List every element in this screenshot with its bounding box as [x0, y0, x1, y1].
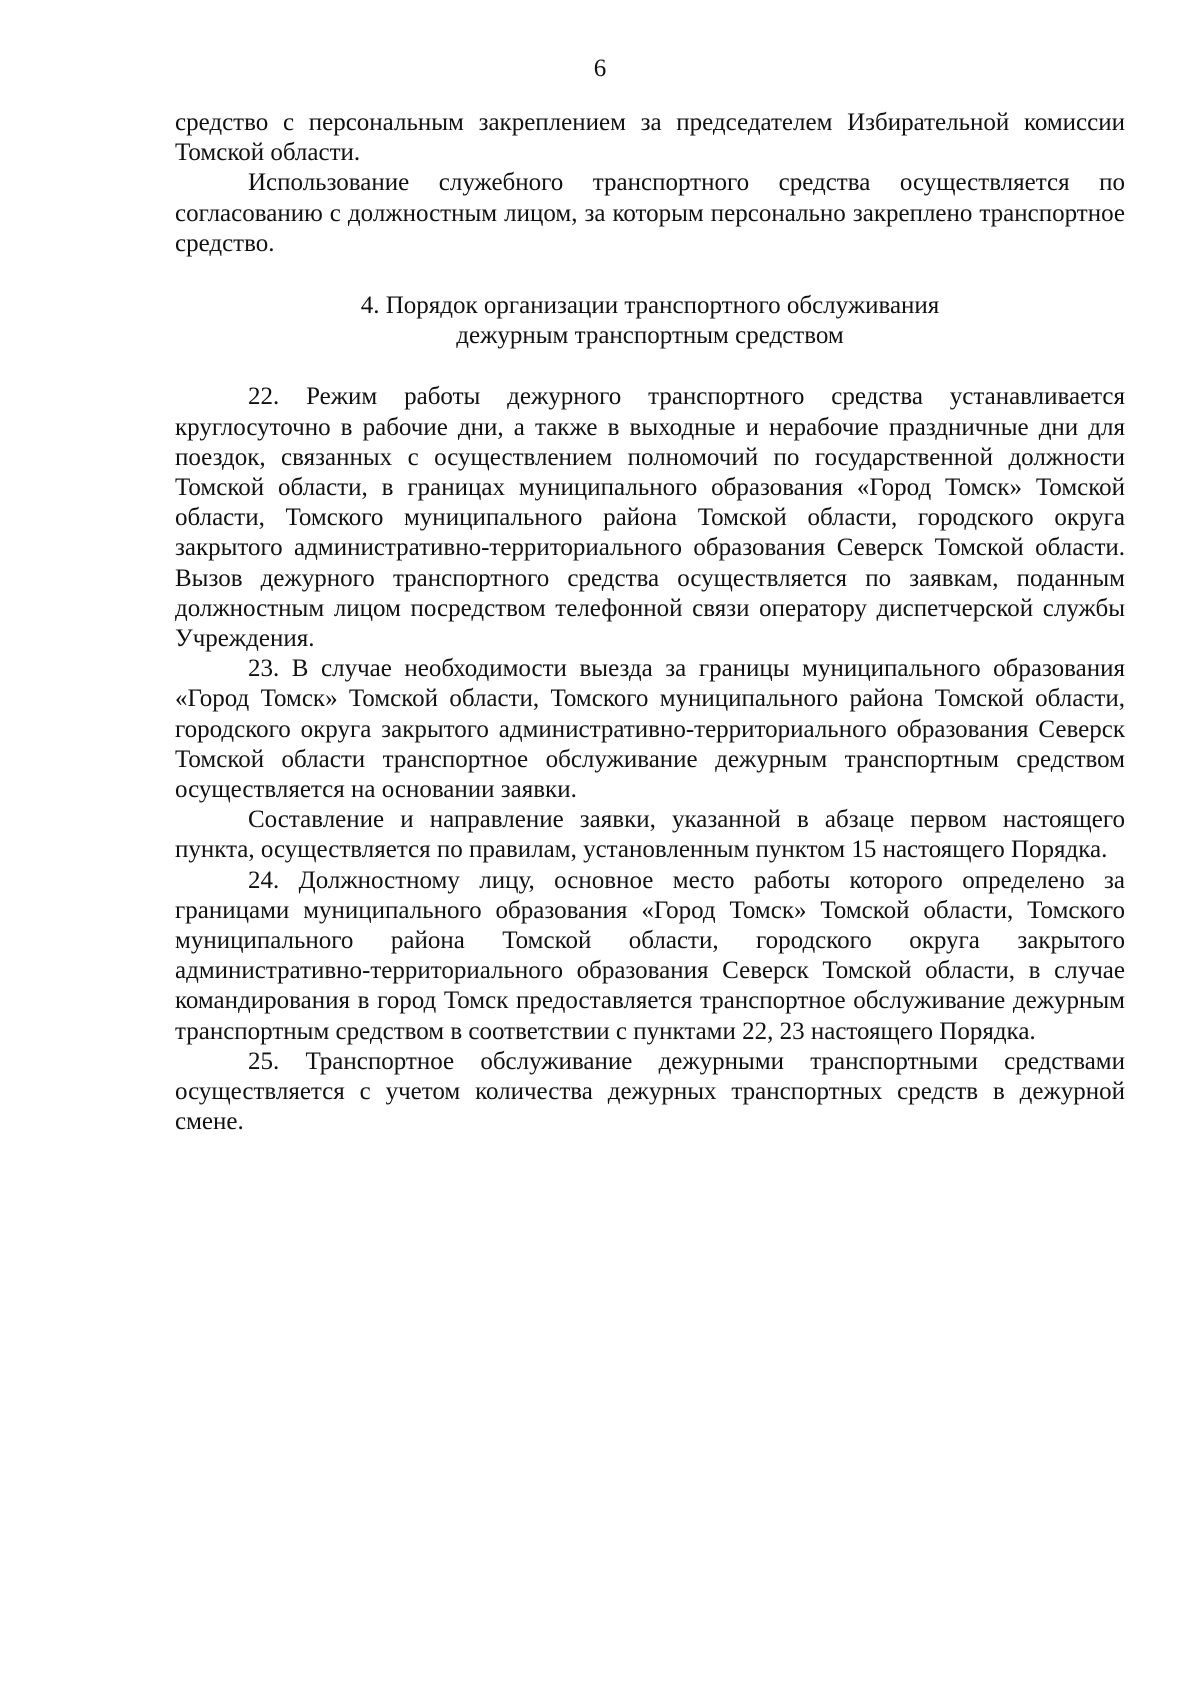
paragraph-vehicle-usage: Использование служебного транспортного средства осуществляется по согласованию с должностным лицом, за которым персонально закреплено транспортное средство. — [175, 169, 1125, 257]
page-number: 6 — [593, 55, 607, 82]
document-body — [175, 108, 1125, 1138]
paragraph-continuation: средство с персональным закреплением за председателем Избирательной комиссии Томской области. — [175, 109, 1125, 167]
paragraph-23: 23. В случае необходимости выезда за границы муниципального образования «Город Томск» Томской области, Томского муниципального района Томской области, городского округа закрытого административно-территориального образования Северск Томской области транспортное обслуживание дежурным транспортным средством осуществляется на основании заявки. — [175, 655, 1125, 804]
paragraph-23-application: Составление и направление заявки, указанной в абзаце первом настоящего пункта, осуществляется по правилам, установленным пунктом 15 настоящего Порядка. — [175, 806, 1125, 864]
paragraph-25: 25. Транспортное обслуживание дежурными транспортными средствами осуществляется с учетом количества дежурных транспортных средств в дежурной смене. — [175, 1047, 1125, 1136]
section-heading — [175, 259, 1125, 382]
section-heading-line-2: дежурным транспортным средством — [456, 322, 844, 350]
paragraph-24: 24. Должностному лицу, основное место работы которого определено за границами муниципального образования «Город Томск» Томской области, Томского муниципального района Томской области, городского округа закрытого административно-территориального образования Северск Томской области, в случае командирования в город Томск предоставляется транспортное обслуживание дежурным транспортным средством в соответствии с пунктами 22, 23 настоящего Порядка. — [175, 866, 1125, 1045]
section-heading-line-1: 4. Порядок организации транспортного обслуживания — [360, 292, 940, 320]
paragraph-22: 22. Режим работы дежурного транспортного средства устанавливается круглосуточно в рабочие дни, а также в выходные и нерабочие праздничные дни для поездок, связанных с осуществлением полномочий по государственной должности Томской области, в границах муниципального образования «Город Томск» Томской области, Томского муниципального района Томской области, городского округа закрытого административно-территориального образования Северск Томской области. Вызов дежурного транспортного средства осуществляется по заявкам, поданным должностным лицом посредством телефонной связи оператору диспетчерской службы Учреждения. — [175, 383, 1125, 653]
